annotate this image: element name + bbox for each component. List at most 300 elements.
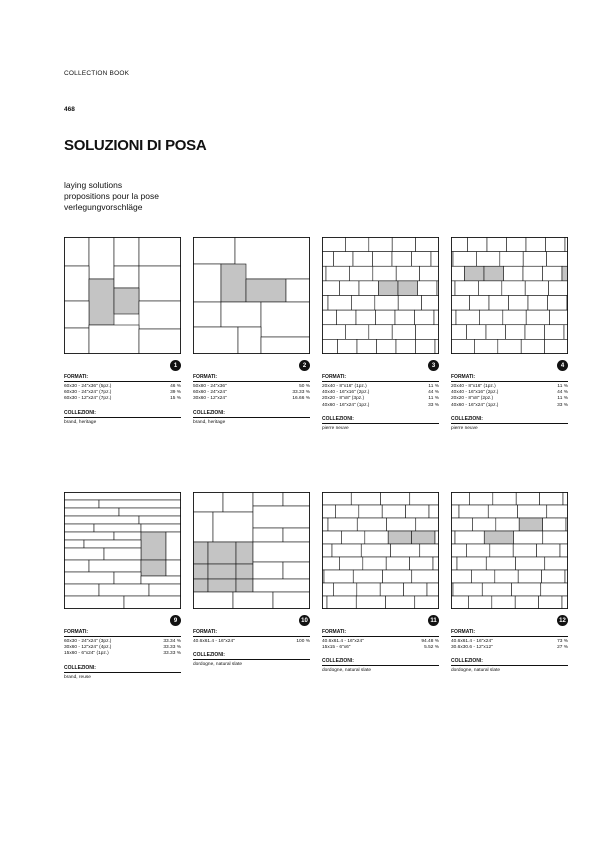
format-size: 50x80 - 24"x36" xyxy=(193,384,227,389)
highlighted-tile xyxy=(236,542,253,564)
format-percentage: 50 % xyxy=(299,384,310,389)
tile xyxy=(337,310,357,325)
solution-number-badge: 10 xyxy=(299,615,310,626)
format-percentage: 5.52 % xyxy=(424,645,439,651)
tile xyxy=(223,492,253,512)
format-percentage: 33.33 % xyxy=(292,390,310,396)
tile xyxy=(322,544,332,557)
tile xyxy=(193,512,213,542)
collections-heading: COLLEZIONI: xyxy=(193,410,310,418)
tile xyxy=(543,531,568,544)
subtitle-en: laying solutions xyxy=(64,180,123,190)
tile xyxy=(64,492,181,500)
tile xyxy=(253,506,310,528)
tile xyxy=(375,296,398,311)
tile xyxy=(516,492,539,505)
tile xyxy=(451,492,469,505)
tile xyxy=(496,518,519,531)
format-size: 20x40 - 8"x16" (1pz.) xyxy=(451,384,496,389)
tile xyxy=(359,505,382,518)
tile xyxy=(381,492,410,505)
tile xyxy=(512,583,541,596)
tile xyxy=(429,505,439,518)
tile xyxy=(560,544,568,557)
tile xyxy=(457,557,486,570)
tile xyxy=(547,505,568,518)
tile xyxy=(221,302,261,327)
collection-book-label: COLLECTION BOOK xyxy=(64,70,130,77)
badge-row xyxy=(193,615,310,629)
tile xyxy=(479,310,502,325)
badge-row xyxy=(451,360,568,374)
tile xyxy=(64,500,99,508)
tile xyxy=(141,576,181,584)
tile xyxy=(451,296,470,311)
format-percentage: 33 % xyxy=(428,402,439,408)
tile xyxy=(474,339,497,354)
format-percentage: 33.34 % xyxy=(163,639,181,644)
format-percentage: 100 % xyxy=(296,639,310,644)
tile xyxy=(64,560,89,572)
tile xyxy=(406,505,429,518)
tile xyxy=(356,596,385,609)
format-percentage: 16.66 % xyxy=(292,396,310,402)
tile-pattern-diagram xyxy=(64,237,181,354)
highlighted-tile xyxy=(562,266,568,281)
tile xyxy=(64,524,94,532)
collections-heading: COLLEZIONI: xyxy=(64,665,181,673)
tile xyxy=(104,548,141,560)
tile xyxy=(64,584,99,596)
tile xyxy=(356,310,376,325)
tile xyxy=(369,325,392,340)
format-size: 40x40 - 16"x16" (2pz.) xyxy=(451,390,499,396)
format-row xyxy=(193,639,310,645)
tile xyxy=(416,237,439,252)
solution-number-badge: 1 xyxy=(170,360,181,371)
tile-pattern-diagram xyxy=(193,492,310,609)
tile xyxy=(94,524,141,532)
tile xyxy=(333,583,356,596)
tile-pattern-diagram xyxy=(451,492,568,609)
laying-solution-card-10 xyxy=(193,492,310,667)
tile xyxy=(547,252,568,267)
tile xyxy=(487,237,507,252)
format-percentage: 33.33 % xyxy=(163,645,181,651)
format-percentage: 33.33 % xyxy=(163,651,181,657)
format-percentage: 33 % xyxy=(557,402,568,408)
tile xyxy=(357,583,380,596)
tile xyxy=(451,596,468,609)
tile xyxy=(549,281,568,296)
tile xyxy=(322,583,333,596)
tile xyxy=(380,583,403,596)
tile xyxy=(64,301,89,328)
tile xyxy=(521,339,544,354)
tile xyxy=(518,505,547,518)
tile xyxy=(422,296,439,311)
laying-solution-card-9 xyxy=(64,492,181,680)
tile xyxy=(238,327,261,354)
tile xyxy=(513,544,536,557)
tile xyxy=(514,531,543,544)
tile-pattern-diagram xyxy=(193,237,310,354)
tile xyxy=(345,325,368,340)
tile xyxy=(386,557,409,570)
tile xyxy=(141,524,181,532)
tile xyxy=(322,531,341,544)
tile xyxy=(410,557,433,570)
badge-row xyxy=(64,360,181,374)
format-size: 15x60 - 6"x24" (1pz.) xyxy=(64,651,109,657)
tile xyxy=(338,339,358,354)
tile xyxy=(64,516,139,524)
tile xyxy=(89,560,141,572)
format-size: 30x60 - 12"x24" xyxy=(193,396,227,402)
tile xyxy=(427,583,439,596)
tile xyxy=(326,266,349,281)
badge-row xyxy=(451,615,568,629)
highlighted-tile xyxy=(398,281,418,296)
formats-heading: FORMATI: xyxy=(193,374,310,382)
tile xyxy=(139,329,181,354)
format-percentage: 11 % xyxy=(428,396,439,402)
laying-solution-card-1 xyxy=(64,237,181,425)
tile xyxy=(493,492,516,505)
subtitles xyxy=(64,180,159,213)
tile-pattern-diagram xyxy=(64,492,181,609)
tile xyxy=(139,237,181,266)
tile xyxy=(328,518,357,531)
laying-solution-card-3 xyxy=(322,237,439,431)
format-percentage: 11 % xyxy=(557,396,568,402)
tile xyxy=(253,542,310,562)
tile xyxy=(468,237,488,252)
tile xyxy=(253,579,310,592)
tile xyxy=(459,505,488,518)
tile xyxy=(322,557,339,570)
tile xyxy=(492,596,515,609)
tile xyxy=(339,557,362,570)
format-row xyxy=(64,651,181,657)
badge-row xyxy=(322,615,439,629)
highlighted-tile xyxy=(221,264,246,302)
format-size: 20x20 - 8"x8" (3pz.) xyxy=(322,396,365,402)
highlighted-tile xyxy=(484,531,513,544)
tile xyxy=(451,266,465,281)
tile xyxy=(488,505,517,518)
format-size: 60x60 - 24"x24" xyxy=(193,390,227,396)
tile xyxy=(386,596,415,609)
tile xyxy=(455,281,478,296)
tile xyxy=(526,310,549,325)
tile xyxy=(99,584,149,596)
tile xyxy=(476,252,499,267)
tile xyxy=(539,596,562,609)
tile xyxy=(373,252,393,267)
format-row xyxy=(451,645,568,651)
highlighted-tile xyxy=(114,288,139,314)
tile xyxy=(365,531,388,544)
solution-number-badge: 11 xyxy=(428,615,439,626)
tile xyxy=(546,237,566,252)
format-row xyxy=(451,403,568,409)
tile-pattern-diagram xyxy=(451,237,568,354)
tile xyxy=(359,281,379,296)
tile xyxy=(322,237,345,252)
tile xyxy=(525,281,548,296)
tile xyxy=(543,518,566,531)
tile xyxy=(99,500,181,508)
tile xyxy=(506,325,526,340)
format-row xyxy=(322,645,439,651)
highlighted-tile xyxy=(519,518,542,531)
tile xyxy=(540,492,563,505)
tile xyxy=(341,531,364,544)
tile xyxy=(543,266,563,281)
tile xyxy=(328,296,351,311)
tile xyxy=(489,296,509,311)
tile xyxy=(253,492,283,506)
tile xyxy=(283,528,310,542)
tile xyxy=(351,296,374,311)
highlighted-tile xyxy=(193,564,208,579)
collections-heading: COLLEZIONI: xyxy=(322,658,439,666)
tile xyxy=(332,544,361,557)
formats-heading: FORMATI: xyxy=(64,374,181,382)
tile xyxy=(451,505,459,518)
tile xyxy=(283,492,310,506)
highlighted-tile xyxy=(193,579,208,592)
highlighted-tile xyxy=(236,564,253,579)
format-size: 30.6x30.6 - 12"x12" xyxy=(451,645,493,651)
tile xyxy=(64,548,104,560)
tile xyxy=(351,492,380,505)
tile xyxy=(89,325,139,354)
tile xyxy=(404,583,427,596)
tile xyxy=(410,492,439,505)
tile xyxy=(373,266,396,281)
highlighted-tile xyxy=(465,266,485,281)
tile xyxy=(456,310,479,325)
tile xyxy=(376,310,396,325)
tile xyxy=(416,518,439,531)
tile xyxy=(334,252,354,267)
tile xyxy=(545,339,568,354)
format-size: 40.6x61.4 - 16"x24" xyxy=(451,639,493,644)
tile xyxy=(545,325,565,340)
highlighted-tile xyxy=(379,281,399,296)
format-percentage: 44 % xyxy=(428,390,439,396)
tile xyxy=(114,237,139,266)
collections-heading: COLLEZIONI: xyxy=(322,416,439,424)
highlighted-tile xyxy=(484,266,504,281)
tile xyxy=(353,252,373,267)
tile xyxy=(64,532,114,540)
highlighted-tile xyxy=(388,531,411,544)
format-percentage: 15 % xyxy=(170,396,181,402)
tile xyxy=(64,540,84,548)
collections-value: dordogne, natural slate xyxy=(193,662,243,668)
tile xyxy=(420,544,439,557)
format-size: 40x60 - 16"x24" (1pz.) xyxy=(451,402,499,408)
badge-row xyxy=(322,360,439,374)
tile xyxy=(213,512,253,542)
tile xyxy=(335,505,358,518)
tile xyxy=(412,570,439,583)
format-percentage: 46 % xyxy=(170,384,181,389)
tile xyxy=(518,570,541,583)
format-percentage: 73 % xyxy=(557,639,568,644)
tile xyxy=(361,544,390,557)
tile xyxy=(64,596,124,609)
laying-solution-card-12 xyxy=(451,492,568,673)
tile xyxy=(537,544,560,557)
collections-value: dordogne, natural slate xyxy=(322,668,372,674)
tile xyxy=(193,302,221,327)
tile xyxy=(139,301,181,329)
highlighted-tile xyxy=(236,579,253,592)
tile xyxy=(387,518,416,531)
tile xyxy=(451,570,471,583)
tile xyxy=(322,492,351,505)
tile xyxy=(382,505,405,518)
highlighted-tile xyxy=(141,532,166,560)
badge-row xyxy=(64,615,181,629)
collections-value: pierre neuve xyxy=(451,425,478,431)
tile xyxy=(124,596,181,609)
tile xyxy=(455,531,484,544)
tile xyxy=(392,252,412,267)
formats-heading: FORMATI: xyxy=(322,374,439,382)
format-percentage: 44 % xyxy=(557,390,568,396)
collections-heading: COLLEZIONI: xyxy=(451,416,568,424)
tile xyxy=(89,237,114,279)
format-size: 40x40 - 16"x16" (2pz.) xyxy=(322,390,370,396)
tile xyxy=(523,266,543,281)
tile xyxy=(398,296,421,311)
formats-heading: FORMATI: xyxy=(322,629,439,637)
tile xyxy=(357,518,386,531)
highlighted-tile xyxy=(208,542,236,564)
solution-number-badge: 12 xyxy=(557,615,568,626)
tile xyxy=(363,557,386,570)
tile xyxy=(526,237,546,252)
format-size: 40.6x61.4 - 16"x24" xyxy=(322,639,364,644)
tile xyxy=(453,252,476,267)
tile xyxy=(340,281,360,296)
collections-value: brand, heritage xyxy=(64,419,97,425)
tile xyxy=(84,540,141,548)
tile xyxy=(261,337,310,354)
tile xyxy=(562,596,568,609)
tile xyxy=(233,592,273,609)
format-size: 20x40 - 8"x16" (1pz.) xyxy=(322,384,367,389)
tile xyxy=(149,584,181,596)
collections-value: brand, reuse xyxy=(64,674,91,680)
tile xyxy=(515,596,538,609)
tile xyxy=(420,266,439,281)
tile xyxy=(253,562,283,579)
collections-value: dordogne, natural slate xyxy=(451,668,501,674)
tile xyxy=(470,296,490,311)
collections-heading: COLLEZIONI: xyxy=(193,652,310,660)
tile xyxy=(482,583,511,596)
tile xyxy=(498,339,521,354)
tile xyxy=(114,266,139,288)
tile xyxy=(468,596,491,609)
tile xyxy=(451,544,466,557)
format-percentage: 94.48 % xyxy=(421,639,439,644)
tile xyxy=(377,339,397,354)
tile xyxy=(114,532,141,540)
tile xyxy=(523,252,546,267)
tile xyxy=(64,266,89,301)
tile xyxy=(166,560,181,576)
format-size: 30x60 - 12"x24" (4pz.) xyxy=(64,645,112,651)
tile xyxy=(486,325,506,340)
highlighted-tile xyxy=(208,579,236,592)
tile xyxy=(507,237,527,252)
tile xyxy=(502,281,525,296)
tile xyxy=(322,325,345,340)
solution-number-badge: 9 xyxy=(170,615,181,626)
tile xyxy=(193,492,223,512)
collections-value: brand, heritage xyxy=(193,419,226,425)
tile xyxy=(119,508,181,516)
tile xyxy=(253,528,283,542)
collections-heading: COLLEZIONI: xyxy=(64,410,181,418)
tile xyxy=(261,302,310,337)
tile xyxy=(416,325,439,340)
highlighted-tile xyxy=(89,279,114,325)
tile xyxy=(451,325,467,340)
badge-row xyxy=(193,360,310,374)
format-size: 60x30 - 24"x24" (3pz.) xyxy=(64,639,112,644)
format-size: 40.6x61.4 - 16"x24" xyxy=(193,639,235,644)
tile-pattern-diagram xyxy=(322,237,439,354)
tile xyxy=(64,572,114,584)
tile xyxy=(139,266,181,301)
tile xyxy=(139,516,181,524)
tile xyxy=(516,557,545,570)
tile xyxy=(369,237,392,252)
highlighted-tile xyxy=(141,560,166,576)
tile xyxy=(471,570,494,583)
format-percentage: 11 % xyxy=(557,384,568,389)
tile xyxy=(322,281,340,296)
tile xyxy=(383,570,412,583)
tile xyxy=(322,310,337,325)
tile xyxy=(286,279,310,302)
tile xyxy=(453,583,482,596)
tile xyxy=(509,296,529,311)
tile xyxy=(525,325,545,340)
tile xyxy=(541,583,568,596)
highlighted-tile xyxy=(412,531,435,544)
tile xyxy=(396,339,416,354)
formats-heading: FORMATI: xyxy=(193,629,310,637)
tile xyxy=(550,310,568,325)
tile xyxy=(467,325,487,340)
laying-solution-card-2 xyxy=(193,237,310,425)
tile xyxy=(283,562,310,579)
tile xyxy=(495,570,518,583)
tile xyxy=(357,339,377,354)
format-percentage: 11 % xyxy=(428,384,439,389)
tile xyxy=(416,339,436,354)
highlighted-tile xyxy=(208,564,236,579)
